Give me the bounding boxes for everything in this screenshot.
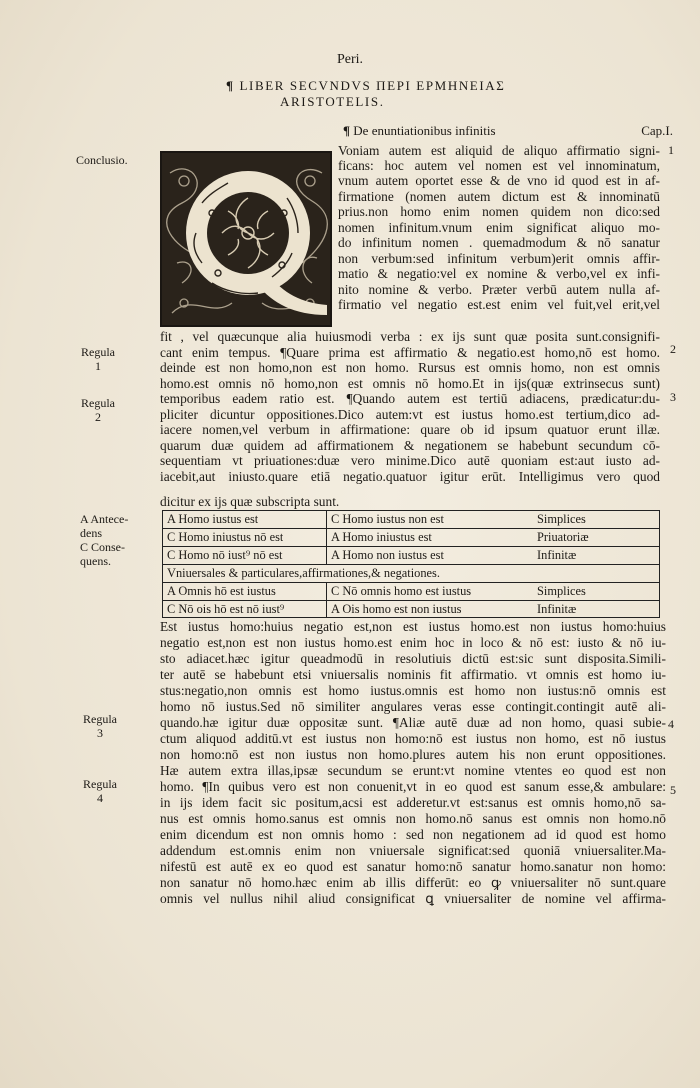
table-cell: Simplices (537, 512, 586, 526)
table-cell: A Omnis hō est iustus (167, 584, 276, 598)
text-line: deinde est non homo,non est non homo. Rursus est omnis homo, non est omnis (160, 360, 660, 375)
pilcrow-mark: ¶ (343, 123, 351, 138)
text-line: addendum est.omnis enim non vniuersale significat:sed quoniā vniuersaliter.Ma- (160, 843, 666, 858)
text-line: in ijs idem facit sic positum,acsi est adderetur.vt est:sanus est omnis homo,nō sa- (160, 795, 666, 810)
text-line: homo nō iustus.Sed nō similiter angulares veras esse contingit.contingit autē ali- (160, 699, 666, 714)
text-line: cant enim tempus. ¶Quare prima est affirmatio & negatio.est homo,nō est homo. (160, 345, 660, 360)
text-line: firmatione (nomen autem dictum est & innominatū (338, 189, 660, 204)
text-line: ter autē se habebunt etsi vniuersalis nominis fit affirmatio. vt omnis est homo iu- (160, 667, 666, 682)
text-line: Hæ autem extra illas,ipsæ secundum se erunt:vt nomine vtentes eo quod est non (160, 763, 666, 778)
text-line: fit , vel quæcunque alia huiusmodi verba : ex ijs sunt quæ posita sunt.consignifi- (160, 329, 660, 344)
book-title-line-2: ARISTOTELIS. (280, 94, 385, 109)
margin-regula-number: 3 (97, 726, 103, 740)
text-line: pliciter dicuntur oppositiones.Dico autem:vt est iustus homo.est tertium,dico ad- (160, 407, 660, 422)
book-title-line-1: LIBER SECVNDVS ΠΕΡΙ ΕΡΜΗΝΕΙΑΣ (239, 78, 506, 93)
text-line: non verbum:sed infinitum verbum)erit omnis affir- (338, 251, 660, 266)
text-line: firmatio vel negatio est.est enim vel fuit,vel erit,vel (338, 297, 660, 312)
table-cell: C Homo nō iust⁹ nō est (167, 548, 283, 562)
table-cell: Vniuersales & particulares,affirmationes,& negationes. (167, 566, 440, 580)
text-line: negatio est,non est non iustus homo.est enim hoc in loco & nō est: iusto & nō iu- (160, 635, 666, 650)
margin-consequens: C Conse- (80, 540, 125, 554)
table-cell: Simplices (537, 584, 586, 598)
table-cell: C Homo iniustus nō est (167, 530, 284, 544)
right-margin-number: 1 (668, 143, 674, 157)
margin-regula-label: Regula (81, 396, 115, 410)
margin-regula-label: Regula (81, 345, 115, 359)
text-line: matio & negatio:vel ex nomine & verbo,vel ex infi- (338, 266, 660, 281)
text-line: sequentiam vt priuationes:duæ vero minime.Dico autē quoniam est:aut iusto ad- (160, 453, 660, 468)
text-line: non sanatur nō homo.hæc enim ab illis differūt: eo ꝙ vniuersaliter nō sunt.quare (160, 875, 666, 890)
margin-regula-number: 2 (95, 410, 101, 424)
text-line: nito nomine & verbo. Præter verbū autem nulla af- (338, 282, 660, 297)
table-cell: Priuatoriæ (537, 530, 589, 544)
text-line: do infinitum nomen . quemadmodum & nō sanatur (338, 235, 660, 250)
margin-antecedens: A Antece- (80, 512, 129, 526)
table-cell: A Homo non iustus est (331, 548, 444, 562)
text-line: iacebit,aut iniusto.quare etiā negatio.quatuor igitur erūt. Intelligimus vero quod (160, 469, 660, 484)
text-line: temporibus eadem ratio est. ¶Quando autem est tertiū adiacens, prædicatur:du- (160, 391, 660, 406)
text-line: quando.hæ igitur duæ oppositæ sunt. ¶Aliæ autē duæ ad non homo, quasi subie- (160, 715, 666, 730)
table-cell: C Homo iustus non est (331, 512, 444, 526)
text-line: homo. ¶In quibus vero est non conuenit,vt in eo quod est sanum esse,& ambulare: (160, 779, 666, 794)
margin-antecedens-cont: dens (80, 526, 102, 540)
text-line: Voniam autem est aliquid de aliquo affirmatio signi- (338, 143, 660, 158)
running-head: Peri. (336, 52, 364, 67)
text-line: iacere nomen,vel verbum in affirmatione: quare ob id ipsum quatuor erunt illæ. (160, 422, 660, 437)
text-line: prius.non homo enim nomen quidem non dico:sed (338, 204, 660, 219)
table-cell: Infinitæ (537, 602, 577, 616)
text-line: enim dicendum est non omnis homo : sed non negationem ad id quod est homo (160, 827, 666, 842)
right-margin-number: 2 (670, 342, 676, 356)
text-line: Est iustus homo:huius negatio est,non est iustus homo.est non iustus homo:huius (160, 619, 666, 634)
text-line: dicitur ex ijs quæ subscripta sunt. (160, 494, 340, 509)
subhead-text: De enuntiationibus infinitis (353, 123, 496, 138)
margin-regula-label: Regula (83, 777, 117, 791)
margin-regula-number: 1 (95, 359, 101, 373)
table-cell: Infinitæ (537, 548, 577, 562)
text-line: ficans: hoc autem vel nomen est vel innominatum, (338, 158, 660, 173)
pilcrow-mark: ¶ (226, 78, 235, 93)
text-line: nifestū est autē ex eo quod est sanatur homo:nō sanatur homo.sanatur non homo: (160, 859, 666, 874)
text-line: vnum autem oportet esse & de vno id quod est in af- (338, 173, 660, 188)
text-line: nomen infinitum.vnum enim significat aliquo mo- (338, 220, 660, 235)
right-margin-number: 5 (670, 783, 676, 797)
text-line: nus est omnis homo.sanus est omnis non homo.nō sanus est omnis non homo.nō (160, 811, 666, 826)
table-cell: C Nō omnis homo est iustus (331, 584, 472, 598)
right-margin-number: 3 (670, 390, 676, 404)
text-line: homo.est omnis nō homo,non est omnis nō homo.Et in ijs(quæ extrinsecus sunt) (160, 376, 660, 391)
text-line: sto adiacet.hæc igitur queadmodū in resolutiuis dictū est:sic sunt disposita.Simili- (160, 651, 666, 666)
text-line: quarum duæ quidem ad affirmationem & negationem se habebunt secundum cō- (160, 438, 660, 453)
margin-consequens-cont: quens. (80, 554, 111, 568)
text-line: non homo:nō est non iustus non homo.plures autem his non erunt oppositiones. (160, 747, 666, 762)
text-line: stus:negatio,non omnis est homo iustus.omnis est homo non iustus:nō omnis est (160, 683, 666, 698)
table-cell: A Homo iniustus est (331, 530, 432, 544)
text-line: omnis vel nullus nihil aliud consignificat ꝗ vniuersaliter de nomine vel affirma- (160, 891, 666, 906)
margin-regula-number: 4 (97, 791, 103, 805)
right-margin-number: 4 (668, 717, 674, 731)
text-line: ctum aliquod additū.vt est iustus non homo:nō est iustus non homo, est nō iustus (160, 731, 666, 746)
margin-regula-label: Regula (83, 712, 117, 726)
margin-conclusio: Conclusio. (76, 153, 128, 167)
table-cell: C Nō ois hō est nō iust⁹ (167, 602, 285, 616)
chapter-number: Cap.I. (641, 123, 673, 138)
table-cell: A Homo iustus est (167, 512, 259, 526)
table-cell: A Ois homo est non iustus (331, 602, 462, 616)
